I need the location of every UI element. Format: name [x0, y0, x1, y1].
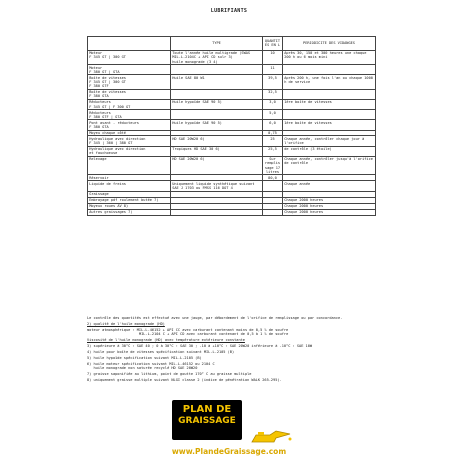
table-cell: 25,5	[263, 146, 283, 156]
table-row	[88, 209, 376, 215]
table-cell: Boîte de vitesses F 380 GTA	[88, 89, 171, 99]
table-cell: 10	[263, 50, 283, 64]
table-cell: Autres graissages 7)	[88, 209, 171, 215]
table-cell: Chaque 2000 heures	[283, 209, 376, 215]
table-cell: 25	[263, 136, 283, 146]
table-cell: Moteur F 380 GT | GTA	[88, 65, 171, 75]
table-cell: 1ère boîte de vitesses	[283, 99, 376, 109]
table-row	[88, 120, 376, 130]
table-row	[88, 50, 376, 64]
table-row	[88, 110, 376, 120]
table-cell: Tropiques HD SAE 30 6)	[171, 146, 263, 156]
table-cell: 11	[263, 65, 283, 75]
table-cell	[171, 110, 263, 120]
table-cell: 3,0	[263, 99, 283, 109]
table-cell: HD SAE 20W20 6)	[171, 156, 263, 175]
footnotes	[87, 316, 387, 384]
table-cell	[283, 89, 376, 99]
table-cell: Chaque année	[283, 181, 376, 191]
table-cell: Chaque année, contrôler jusqu'à l'orifice de contrôle	[283, 156, 376, 175]
header-cell: TYPE	[171, 37, 263, 51]
footnote: moteur atmosphérique : MIL-L-46152 + API CC avec carburant contenant moins de 0,5 % de soufre MIL-L-2104 C + API CD avec carburant contenant de 0,5 à 1 % de soufre	[87, 327, 289, 337]
table-row	[88, 181, 376, 191]
table-cell	[171, 209, 263, 215]
table-row	[88, 89, 376, 99]
table-cell	[171, 65, 263, 75]
table-body	[88, 50, 376, 215]
oil-can-icon	[246, 426, 294, 446]
table-cell: 5,0	[263, 110, 283, 120]
plan-de-graissage-logo	[172, 400, 242, 440]
table-cell: Hydraulique avec direction F 345 | 360 | 380 GT	[88, 136, 171, 146]
document-title: LUBRIFIANTS	[210, 8, 248, 14]
table-row	[88, 156, 376, 175]
table-cell: Réservoir	[88, 175, 171, 181]
table-cell: Après 200 h, une fois l'an ou chaque 1000 h de service	[283, 75, 376, 89]
footer-url: www.PlandeGraissage.com	[171, 447, 287, 456]
footnote: Le contrôle des quantités est effectué avec une jauge, par débordement de l'orifice de remplissage ou par concordance.	[87, 316, 343, 320]
table-cell	[283, 110, 376, 120]
table-cell: Moyeux roues AV 8)	[88, 203, 171, 209]
table-cell: Chaque 2000 heures	[283, 197, 376, 203]
table-cell: Chaque 2000 heures	[283, 203, 376, 209]
table-cell: 39,5	[263, 75, 283, 89]
footnote: 3) supérieure à 30°C : SAE 40 ; 0 à 30°C : SAE 30 ; -10 à +10°C : SAE 20W20 inférieure à -10°C : SAE 10W	[87, 343, 313, 348]
table-cell: 1ère boîte de vitesses	[283, 120, 376, 130]
table-cell	[263, 209, 283, 215]
logo-line-2: GRAISSAGE	[178, 416, 236, 426]
table-cell: Réducteurs F 345 GT | F 300 GT	[88, 99, 171, 109]
table-cell: 80,0	[263, 175, 283, 181]
table-row	[88, 146, 376, 156]
table-cell: Huile hypoïde SAE 90 5)	[171, 120, 263, 130]
lubricants-table	[87, 36, 376, 216]
table-cell: Liquide de freins	[88, 181, 171, 191]
table-cell	[171, 89, 263, 99]
table-cell: Sur remplissage 17 litres	[263, 156, 283, 175]
logo-line-1: PLAN DE	[182, 404, 232, 415]
table-cell: Embrayage pdf roulement butée 7)	[88, 197, 171, 203]
footnote: 7) graisse saponifiée au lithium, point de goutte 170° C au graisse multiple	[87, 371, 252, 376]
footnote: 4) huile pour boîte de vitesses spécification suivant MIL-L-2105 (B)	[87, 349, 235, 354]
table-cell: Chaque année, contrôler chaque jour à l'orifice	[283, 136, 376, 146]
table-row	[88, 65, 376, 75]
header-cell: PERIODICITE DES VIDANGES	[283, 37, 376, 51]
table-cell: Relevage	[88, 156, 171, 175]
table-cell: Boîte de vitesses F 345 GT | 300 GT F 380 GTF	[88, 75, 171, 89]
table-cell: Graissage	[88, 191, 171, 197]
table-cell: Huile SAE 80 W1	[171, 75, 263, 89]
table-header-row	[88, 37, 376, 51]
table-row	[88, 136, 376, 146]
footnote: Viscosité de l'huile monograde (HD) avec température extérieure constante	[87, 337, 245, 342]
table-cell: Pont avant - réducteurs F 380 GTA	[88, 120, 171, 130]
table-cell: Huile hypoïde SAE 90 5)	[171, 99, 263, 109]
table-cell: 6,0	[263, 120, 283, 130]
table-cell: Hydraulique avec direction et fauchoeuse	[88, 146, 171, 156]
table-cell	[263, 181, 283, 191]
table-cell: HD SAE 20W20 6)	[171, 136, 263, 146]
table-cell: Moyeu chaque côté	[88, 130, 171, 136]
footnote: 8) uniquement graisse multiple suivant NLGI classe 2 (indice de pénétration WALK 265-295).	[87, 377, 282, 382]
header-cell: QUANTITES EN L	[263, 37, 283, 51]
table-cell: de contrôle (3 étoile)	[283, 146, 376, 156]
table-cell: 0,75	[263, 130, 283, 136]
table-cell: Réducteurs F 380 GTF | GTA	[88, 110, 171, 120]
table-row	[88, 99, 376, 109]
footnote: 5) huile hypoïde spécification suivant MIL-L-2105 (B)	[87, 355, 202, 360]
table-cell: Moteur F 345 GT | 300 GT	[88, 50, 171, 64]
table-cell: Toute l'année huile multigrade (SWAS MIL-L-2104C + API CD sulr 3) huile monograde (3 4)	[171, 50, 263, 64]
table-row	[88, 75, 376, 89]
header-cell	[88, 37, 171, 51]
footnote: 2) qualité de l'huile monograde (HD)	[87, 321, 165, 326]
table-cell: Après 30, 150 et 300 heures une chaque 200 h ou 6 mois mini	[283, 50, 376, 64]
table-cell: 32,5	[263, 89, 283, 99]
footnote: 6) huile moteur spécification suivant MIL-L-46152 ou 2104 C huile monograde non saturée recyclé HD SAE 20W20	[87, 361, 215, 370]
table-cell: Uniquement liquide synthétique suivant SAE J 1703 ou FMSS 116 DOT 4	[171, 181, 263, 191]
table-cell	[283, 65, 376, 75]
